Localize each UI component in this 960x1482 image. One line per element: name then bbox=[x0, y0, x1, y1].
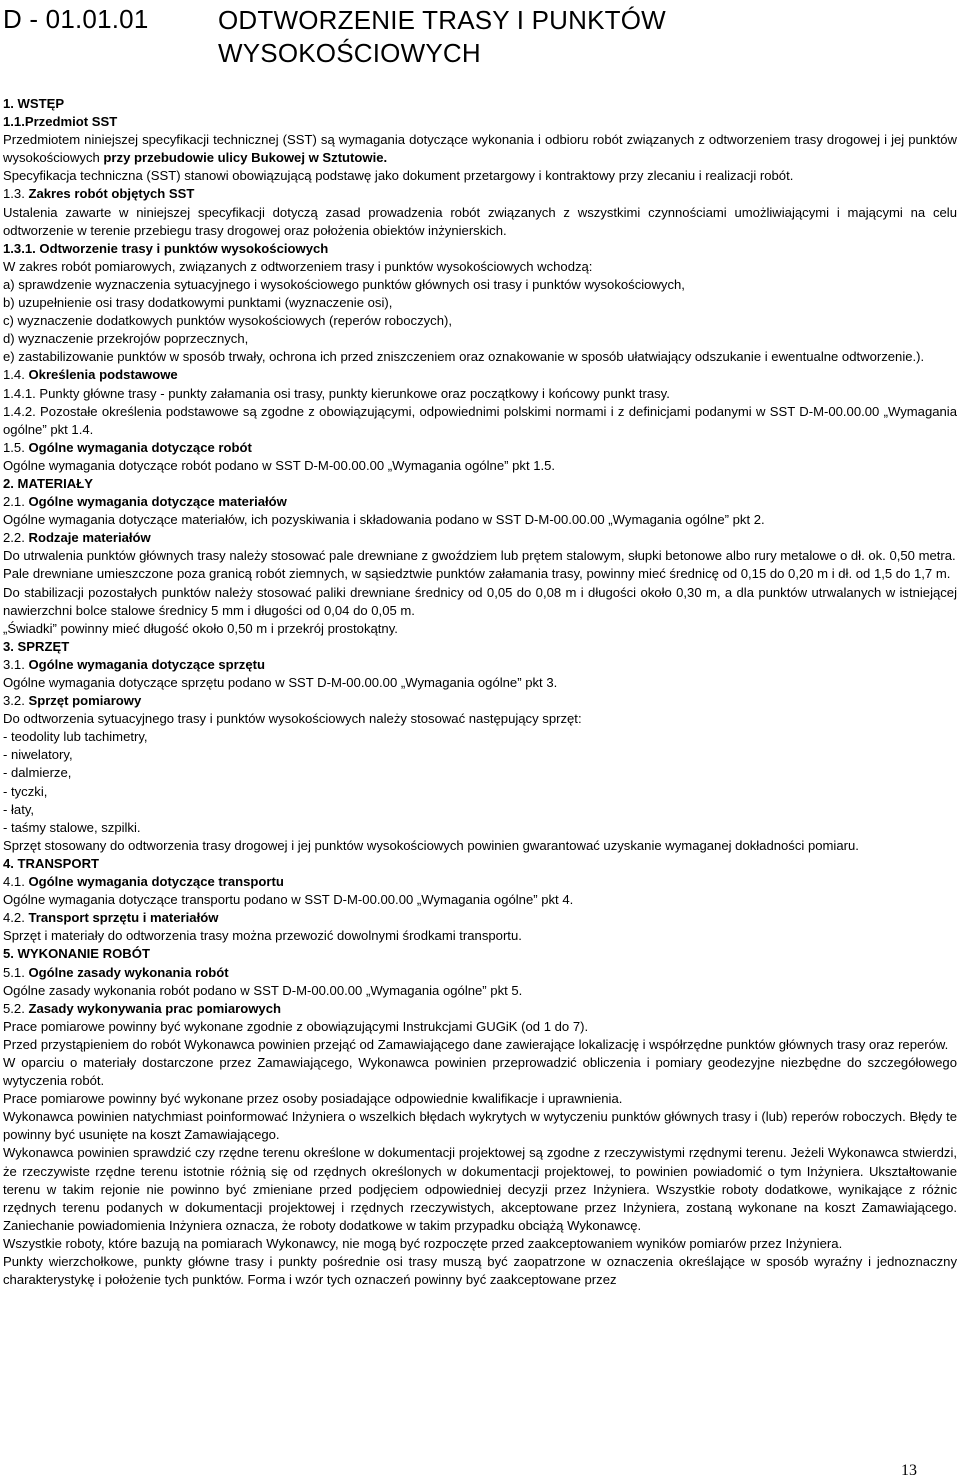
paragraph-text: - łaty, bbox=[3, 801, 35, 817]
paragraph-text: Pale drewniane umieszczone poza granicą robót ziemnych, w sąsiedztwie punktów załamania trasy, powinny mieć średnicę od 0,15 do 0,20 m i dł. od 1,5 do 1,7 m. bbox=[3, 566, 951, 582]
paragraph bbox=[3, 891, 957, 909]
paragraph bbox=[3, 547, 957, 565]
paragraph bbox=[3, 240, 957, 258]
paragraph bbox=[3, 656, 957, 674]
paragraph-text: a) sprawdzenie wyznaczenia sytuacyjnego i wysokościowego punktów głównych osi trasy i punktów wysokościowych, bbox=[3, 276, 685, 292]
paragraph-text: - tyczki, bbox=[3, 783, 48, 799]
paragraph-text: Prace pomiarowe powinny być wykonane przez osoby posiadające odpowiednie kwalifikacje i uprawnienia. bbox=[3, 1091, 623, 1107]
paragraph-bold-text: Ogólne wymagania dotyczące sprzętu bbox=[28, 656, 265, 672]
paragraph-text: - taśmy stalowe, szpilki. bbox=[3, 819, 141, 835]
paragraph-text: Ustalenia zawarte w niniejszej specyfikacji dotyczą zasad prowadzenia robót związanych z wszystkimi czynnościami umożliwiającymi i mającymi na celu odtworzenie w terenie przebiegu trasy drogowej oraz położenia obiektów inżynierskich. bbox=[3, 204, 957, 238]
paragraph bbox=[3, 403, 957, 439]
paragraph-text: Do utrwalenia punktów głównych trasy należy stosować pale drewniane z gwoździem lub prętem stalowym, słupki betonowe albo rury metalowe o dł. ok. 0,50 metra. bbox=[3, 548, 956, 564]
paragraph bbox=[3, 692, 957, 710]
paragraph bbox=[3, 1054, 957, 1090]
paragraph bbox=[3, 439, 957, 457]
paragraph bbox=[3, 1090, 957, 1108]
paragraph bbox=[3, 113, 957, 131]
paragraph bbox=[3, 511, 957, 529]
paragraph-text: 2.1. bbox=[3, 494, 29, 510]
paragraph bbox=[3, 330, 957, 348]
paragraph-text: 1.4.1. Punkty główne trasy - punkty załamania osi trasy, punkty kierunkowe oraz początkowy i końcowy punkt trasy. bbox=[3, 385, 670, 401]
paragraph-bold-text: Ogólne wymagania dotyczące materiałów bbox=[28, 494, 287, 510]
paragraph bbox=[3, 348, 957, 366]
paragraph bbox=[3, 294, 957, 312]
paragraph bbox=[3, 1036, 957, 1054]
paragraph-text: Ogólne wymagania dotyczące transportu podano w SST D-M-00.00.00 „Wymagania ogólne” pkt 4. bbox=[3, 892, 574, 908]
paragraph-text: Wykonawca powinien natychmiast poinformować Inżyniera o wszelkich błędach wykrytych w wytyczeniu punktów głównych trasy i (lub) reperów roboczych. Błędy te powinny być usunięte na koszt Zamawiającego. bbox=[3, 1109, 957, 1143]
paragraph-text: 1.4.2. Pozostałe określenia podstawowe są zgodne z obowiązującymi, odpowiednimi polskimi normami i z definicjami podanymi w SST D-M-00.00.00 „Wymagania ogólne” pkt 1.4. bbox=[3, 403, 957, 437]
paragraph bbox=[3, 529, 957, 547]
paragraph-bold-text: Ogólne wymagania dotyczące transportu bbox=[28, 874, 284, 890]
paragraph bbox=[3, 95, 957, 113]
spec-code: D - 01.01.01 bbox=[3, 4, 149, 34]
paragraph bbox=[3, 185, 957, 203]
paragraph-text: Sprzęt stosowany do odtworzenia trasy drogowej i jej punktów wysokościowych powinien gwarantować uzyskanie wymaganej dokładności pomiaru. bbox=[3, 837, 859, 853]
paragraph-text: e) zastabilizowanie punktów w sposób trwały, ochrona ich przed zniszczeniem oraz oznakowanie w sposób ułatwiający odszukanie i ewentualne odtworzenie.). bbox=[3, 349, 925, 365]
paragraph bbox=[3, 873, 957, 891]
paragraph bbox=[3, 982, 957, 1000]
paragraph-text: Sprzęt i materiały do odtworzenia trasy można przewozić dowolnymi środkami transportu. bbox=[3, 928, 522, 944]
paragraph-text: 1.3. bbox=[3, 186, 29, 202]
paragraph bbox=[3, 964, 957, 982]
paragraph bbox=[3, 276, 957, 294]
paragraph bbox=[3, 638, 957, 656]
paragraph-text: 1.1.Przedmiot SST bbox=[3, 114, 118, 130]
paragraph bbox=[3, 167, 957, 185]
paragraph bbox=[3, 819, 957, 837]
paragraph-text: 4. TRANSPORT bbox=[3, 855, 100, 871]
paragraph bbox=[3, 837, 957, 855]
paragraph-bold-text: Ogólne wymagania dotyczące robót bbox=[28, 439, 252, 455]
paragraph bbox=[3, 493, 957, 511]
paragraph bbox=[3, 674, 957, 692]
paragraph bbox=[3, 855, 957, 873]
paragraph bbox=[3, 366, 957, 384]
paragraph-bold-text: przy przebudowie ulicy Bukowej w Sztutowie. bbox=[103, 150, 388, 166]
paragraph bbox=[3, 1253, 957, 1289]
paragraph-text: W zakres robót pomiarowych, związanych z odtworzeniem trasy i punktów wysokościowych wchodzą: bbox=[3, 258, 593, 274]
paragraph bbox=[3, 801, 957, 819]
paragraph-bold-text: Określenia podstawowe bbox=[28, 367, 178, 383]
paragraph-text: Do stabilizacji pozostałych punktów należy stosować paliki drewniane średnicy od 0,05 do 0,08 m i długości około 0,30 m, a dla punktów utrwalanych w istniejącej nawierzchni bolce stalowe średnicy 5 mm i długości od 0,04 do 0,05 m. bbox=[3, 584, 957, 618]
paragraph-text: Wykonawca powinien sprawdzić czy rzędne terenu określone w dokumentacji projektowej są zgodne z rzeczywistymi rzędnymi terenu. Jeżeli Wykonawca stwierdzi, że rzeczywiste rzędne terenu istotnie różnią się od rzędnych określonych w dokumentacji projektowej, to powinien powiadomić o tym Inżyniera. Ukształtowanie terenu w takim rejonie nie powinno być zmieniane przed podjęciem odpowiedniej decyzji przez Inżyniera. Wszystkie roboty dodatkowe, wynikające z różnic rzędnych terenu podanych w dokumentacji projektowej i rzędnych rzeczywistych, akceptowane przez Inżyniera, zostaną wykonane na koszt Zamawiającego. Zaniechanie powiadomienia Inżyniera oznacza, że roboty dodatkowe w takim przypadku obciążą Wykonawcę. bbox=[3, 1145, 957, 1233]
paragraph bbox=[3, 312, 957, 330]
paragraph-text: 4.1. bbox=[3, 874, 29, 890]
paragraph bbox=[3, 728, 957, 746]
paragraph-text: 4.2. bbox=[3, 910, 29, 926]
paragraph bbox=[3, 1235, 957, 1253]
paragraph-bold-text: Transport sprzętu i materiałów bbox=[28, 910, 219, 926]
paragraph-text: 1.3.1. Odtworzenie trasy i punktów wysokościowych bbox=[3, 240, 329, 256]
paragraph-text: 1. WSTĘP bbox=[3, 96, 65, 111]
paragraph bbox=[3, 783, 957, 801]
paragraph-bold-text: Rodzaje materiałów bbox=[28, 530, 151, 546]
paragraph-text: Specyfikacja techniczna (SST) stanowi obowiązującą podstawę jako dokument przetargowy i kontraktowy przy zlecaniu i realizacji robót. bbox=[3, 168, 794, 184]
paragraph-text: c) wyznaczenie dodatkowych punktów wysokościowych (reperów roboczych), bbox=[3, 313, 453, 329]
paragraph bbox=[3, 1144, 957, 1234]
paragraph-text: Ogólne wymagania dotyczące materiałów, ich pozyskiwania i składowania podano w SST D-M-00.00.00 „Wymagania ogólne” pkt 2. bbox=[3, 512, 765, 528]
page-number: 13 bbox=[901, 1462, 917, 1479]
document-title: ODTWORZENIE TRASY I PUNKTÓW WYSOKOŚCIOWYCH bbox=[218, 5, 666, 68]
paragraph-text: - teodolity lub tachimetry, bbox=[3, 729, 148, 745]
paragraph bbox=[3, 565, 957, 583]
paragraph-text: 5.1. bbox=[3, 964, 29, 980]
paragraph-text: Przedmiotem niniejszej specyfikacji technicznej (SST) są wymagania dotyczące wykonania i odbioru robót związanych z odtworzeniem trasy drogowej i jej punktów wysokościowych bbox=[3, 132, 957, 166]
paragraph-bold-text: Zakres robót objętych SST bbox=[28, 186, 195, 202]
paragraph-text: „Świadki” powinny mieć długość około 0,50 m i przekrój prostokątny. bbox=[3, 620, 398, 636]
paragraph-text: 1.4. bbox=[3, 367, 29, 383]
paragraph bbox=[3, 620, 957, 638]
paragraph-text: Ogólne zasady wykonania robót podano w SST D-M-00.00.00 „Wymagania ogólne” pkt 5. bbox=[3, 982, 523, 998]
paragraph-text: 2.2. bbox=[3, 530, 29, 546]
paragraph bbox=[3, 385, 957, 403]
paragraph-text: Punkty wierzchołkowe, punkty główne trasy i punkty pośrednie osi trasy muszą być zaopatrzone w oznaczenia określające w sposób wyraźny i jednoznaczny charakterystykę i położenie tych punktów. Forma i wzór tych oznaczeń powinny być zaakceptowane przez bbox=[3, 1254, 957, 1288]
paragraph-text: W oparciu o materiały dostarczone przez Zamawiającego, Wykonawca powinien przeprowadzić obliczenia i pomiary geodezyjne niezbędne do szczegółowego wytyczenia robót. bbox=[3, 1054, 957, 1089]
paragraph-bold-text: Zasady wykonywania prac pomiarowych bbox=[28, 1000, 281, 1016]
paragraph-text: 1.5. bbox=[3, 439, 29, 455]
paragraph-text: Przed przystąpieniem do robót Wykonawca powinien przejąć od Zamawiającego dane zawierające lokalizację i współrzędne punktów głównych trasy oraz reperów. bbox=[3, 1036, 949, 1052]
document-body bbox=[3, 95, 957, 1289]
paragraph bbox=[3, 131, 957, 167]
paragraph-text: Ogólne wymagania dotyczące robót podano w SST D-M-00.00.00 „Wymagania ogólne” pkt 1.5. bbox=[3, 457, 556, 473]
paragraph bbox=[3, 909, 957, 927]
paragraph-text: - niwelatory, bbox=[3, 747, 73, 763]
paragraph bbox=[3, 204, 957, 240]
paragraph bbox=[3, 1018, 957, 1036]
paragraph-text: b) uzupełnienie osi trasy dodatkowymi punktami (wyznaczenie osi), bbox=[3, 295, 393, 311]
paragraph-text: 2. MATERIAŁY bbox=[3, 475, 93, 491]
paragraph bbox=[3, 927, 957, 945]
paragraph bbox=[3, 475, 957, 493]
paragraph bbox=[3, 764, 957, 782]
paragraph-text: 5.2. bbox=[3, 1000, 29, 1016]
paragraph-text: - dalmierze, bbox=[3, 765, 72, 781]
paragraph-text: 3. SPRZĘT bbox=[3, 638, 70, 654]
paragraph-text: 5. WYKONANIE ROBÓT bbox=[3, 946, 150, 962]
paragraph-text: Ogólne wymagania dotyczące sprzętu podano w SST D-M-00.00.00 „Wymagania ogólne” pkt 3. bbox=[3, 675, 558, 690]
paragraph bbox=[3, 1000, 957, 1018]
paragraph-bold-text: Ogólne zasady wykonania robót bbox=[28, 964, 229, 980]
paragraph bbox=[3, 710, 957, 728]
paragraph-bold-text: Sprzęt pomiarowy bbox=[28, 693, 142, 709]
paragraph-text: 3.1. bbox=[3, 656, 29, 672]
paragraph-text: Prace pomiarowe powinny być wykonane zgodnie z obowiązującymi Instrukcjami GUGiK (od 1 do 7). bbox=[3, 1018, 589, 1034]
paragraph bbox=[3, 258, 957, 276]
paragraph bbox=[3, 1108, 957, 1144]
paragraph bbox=[3, 457, 957, 475]
paragraph-text: Do odtworzenia sytuacyjnego trasy i punktów wysokościowych należy stosować następujący sprzęt: bbox=[3, 711, 582, 727]
paragraph-text: 3.2. bbox=[3, 693, 29, 709]
paragraph bbox=[3, 945, 957, 963]
paragraph-text: Wszystkie roboty, które bazują na pomiarach Wykonawcy, nie mogą być rozpoczęte przed zaakceptowaniem wyników pomiarów przez Inżyniera. bbox=[3, 1235, 843, 1251]
paragraph bbox=[3, 584, 957, 620]
paragraph bbox=[3, 746, 957, 764]
paragraph-text: d) wyznaczenie przekrojów poprzecznych, bbox=[3, 331, 249, 347]
